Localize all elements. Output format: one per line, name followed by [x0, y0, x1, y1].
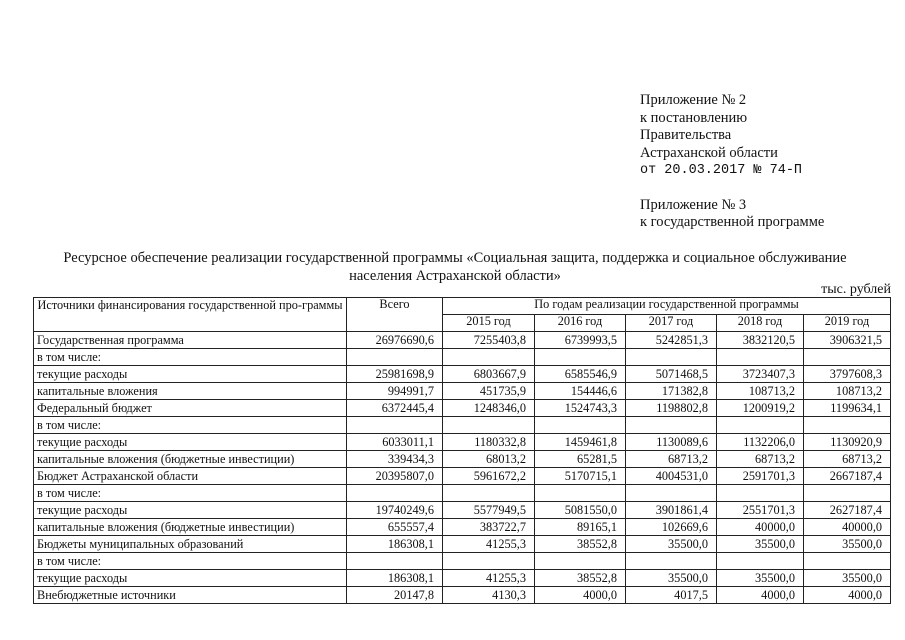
value-cell: 102669,6: [626, 519, 717, 536]
value-cell: [626, 553, 717, 570]
table-row: [34, 536, 891, 553]
value-cell: 65281,5: [535, 451, 626, 468]
row-label-cell: капитальные вложения (бюджетные инвестиции): [34, 519, 347, 536]
annex-line: Приложение № 2: [640, 92, 747, 108]
value-cell: [347, 417, 443, 434]
value-cell: 25981698,9: [347, 366, 443, 383]
value-cell: 2627187,4: [804, 502, 891, 519]
value-cell: 20395807,0: [347, 468, 443, 485]
value-cell: 5242851,3: [626, 332, 717, 349]
header-total: Всего: [347, 298, 443, 332]
document-title: Ресурсное обеспечение реализации государственной программы «Социальная защита, поддержка и социальное обслуживание населения Астраханской области»: [63, 250, 847, 284]
value-cell: [535, 349, 626, 366]
value-cell: [535, 485, 626, 502]
value-cell: 5081550,0: [535, 502, 626, 519]
value-cell: 4000,0: [804, 587, 891, 604]
table-row: [34, 400, 891, 417]
value-cell: 1132206,0: [717, 434, 804, 451]
value-cell: 6585546,9: [535, 366, 626, 383]
value-cell: 3906321,5: [804, 332, 891, 349]
table-body: [34, 332, 891, 604]
header-year: 2017 год: [626, 315, 717, 332]
value-cell: 154446,6: [535, 383, 626, 400]
value-cell: [804, 349, 891, 366]
value-cell: 35500,0: [717, 570, 804, 587]
table-row: [34, 468, 891, 485]
table-row: [34, 417, 891, 434]
value-cell: 35500,0: [804, 570, 891, 587]
value-cell: 5577949,5: [443, 502, 535, 519]
value-cell: 1199634,1: [804, 400, 891, 417]
value-cell: 6033011,1: [347, 434, 443, 451]
header-year: 2015 год: [443, 315, 535, 332]
row-label-cell: в том числе:: [34, 349, 347, 366]
header-year: 2019 год: [804, 315, 891, 332]
header-by-years: По годам реализации государственной программы: [443, 298, 891, 315]
value-cell: 1180332,8: [443, 434, 535, 451]
value-cell: [347, 553, 443, 570]
row-label-cell: текущие расходы: [34, 366, 347, 383]
table-row: [34, 485, 891, 502]
value-cell: 4000,0: [717, 587, 804, 604]
value-cell: 6739993,5: [535, 332, 626, 349]
value-cell: [717, 417, 804, 434]
value-cell: 339434,3: [347, 451, 443, 468]
value-cell: 3797608,3: [804, 366, 891, 383]
value-cell: [804, 553, 891, 570]
row-label-cell: в том числе:: [34, 553, 347, 570]
value-cell: 451735,9: [443, 383, 535, 400]
row-label-cell: Федеральный бюджет: [34, 400, 347, 417]
table-row: [34, 332, 891, 349]
value-cell: 7255403,8: [443, 332, 535, 349]
table-row: [34, 502, 891, 519]
value-cell: 4017,5: [626, 587, 717, 604]
table-row: [34, 434, 891, 451]
value-cell: 655557,4: [347, 519, 443, 536]
value-cell: [443, 485, 535, 502]
value-cell: 41255,3: [443, 536, 535, 553]
value-cell: 4000,0: [535, 587, 626, 604]
value-cell: 35500,0: [804, 536, 891, 553]
value-cell: 2667187,4: [804, 468, 891, 485]
value-cell: 68713,2: [626, 451, 717, 468]
annex-line: Приложение № 3: [640, 196, 747, 213]
value-cell: [443, 553, 535, 570]
value-cell: 186308,1: [347, 570, 443, 587]
value-cell: 6803667,9: [443, 366, 535, 383]
value-cell: 2591701,3: [717, 468, 804, 485]
value-cell: 383722,7: [443, 519, 535, 536]
value-cell: 89165,1: [535, 519, 626, 536]
value-cell: 20147,8: [347, 587, 443, 604]
value-cell: [804, 485, 891, 502]
table-row: [34, 570, 891, 587]
row-label-cell: капитальные вложения (бюджетные инвестиции): [34, 451, 347, 468]
header-year: 2018 год: [717, 315, 804, 332]
table-row: [34, 366, 891, 383]
value-cell: 68013,2: [443, 451, 535, 468]
value-cell: [717, 349, 804, 366]
table-row: [34, 349, 891, 366]
value-cell: 1524743,3: [535, 400, 626, 417]
annex-line: к постановлению: [640, 109, 748, 126]
value-cell: 994991,7: [347, 383, 443, 400]
annex-date-number: от 20.03.2017 № 74-П: [640, 163, 803, 178]
table-row: [34, 587, 891, 604]
value-cell: [535, 417, 626, 434]
table-row: [34, 553, 891, 570]
value-cell: 35500,0: [626, 570, 717, 587]
annex-line: Астраханской области: [640, 144, 778, 161]
value-cell: 38552,8: [535, 570, 626, 587]
row-label-cell: текущие расходы: [34, 502, 347, 519]
value-cell: 40000,0: [717, 519, 804, 536]
value-cell: [717, 553, 804, 570]
row-label-cell: Бюджеты муниципальных образований: [34, 536, 347, 553]
value-cell: [443, 417, 535, 434]
value-cell: 38552,8: [535, 536, 626, 553]
value-cell: 68713,2: [804, 451, 891, 468]
header-year: 2016 год: [535, 315, 626, 332]
value-cell: [443, 349, 535, 366]
value-cell: 108713,2: [804, 383, 891, 400]
value-cell: 5071468,5: [626, 366, 717, 383]
table-row: [34, 451, 891, 468]
value-cell: [535, 553, 626, 570]
value-cell: 4130,3: [443, 587, 535, 604]
value-cell: 3832120,5: [717, 332, 804, 349]
value-cell: 5961672,2: [443, 468, 535, 485]
value-cell: 19740249,6: [347, 502, 443, 519]
row-label-cell: Внебюджетные источники: [34, 587, 347, 604]
value-cell: 3901861,4: [626, 502, 717, 519]
value-cell: [347, 485, 443, 502]
value-cell: 1459461,8: [535, 434, 626, 451]
value-cell: [717, 485, 804, 502]
table-row: [34, 519, 891, 536]
value-cell: [804, 417, 891, 434]
row-label-cell: текущие расходы: [34, 434, 347, 451]
table-row: [34, 383, 891, 400]
value-cell: 35500,0: [717, 536, 804, 553]
annex-line: Правительства: [640, 127, 732, 143]
row-label-cell: Государственная программа: [34, 332, 347, 349]
value-cell: 6372445,4: [347, 400, 443, 417]
units-label: тыс. рублей: [821, 282, 891, 297]
value-cell: 108713,2: [717, 383, 804, 400]
value-cell: 2551701,3: [717, 502, 804, 519]
value-cell: 40000,0: [804, 519, 891, 536]
annex-block: [640, 92, 900, 232]
value-cell: [626, 485, 717, 502]
value-cell: 3723407,3: [717, 366, 804, 383]
header-source: Источники финансирования государственной про-граммы: [34, 298, 347, 332]
annex-line: к государственной программе: [640, 214, 825, 230]
value-cell: [347, 349, 443, 366]
value-cell: 41255,3: [443, 570, 535, 587]
value-cell: [626, 417, 717, 434]
value-cell: 26976690,6: [347, 332, 443, 349]
row-label-cell: капитальные вложения: [34, 383, 347, 400]
row-label-cell: Бюджет Астраханской области: [34, 468, 347, 485]
value-cell: 1130089,6: [626, 434, 717, 451]
row-label-cell: в том числе:: [34, 417, 347, 434]
row-label-cell: в том числе:: [34, 485, 347, 502]
value-cell: 5170715,1: [535, 468, 626, 485]
value-cell: 1198802,8: [626, 400, 717, 417]
value-cell: 171382,8: [626, 383, 717, 400]
value-cell: 35500,0: [626, 536, 717, 553]
value-cell: 1248346,0: [443, 400, 535, 417]
value-cell: 1200919,2: [717, 400, 804, 417]
value-cell: 186308,1: [347, 536, 443, 553]
value-cell: 1130920,9: [804, 434, 891, 451]
row-label-cell: текущие расходы: [34, 570, 347, 587]
value-cell: [626, 349, 717, 366]
value-cell: 68713,2: [717, 451, 804, 468]
resources-table: [33, 297, 891, 604]
value-cell: 4004531,0: [626, 468, 717, 485]
